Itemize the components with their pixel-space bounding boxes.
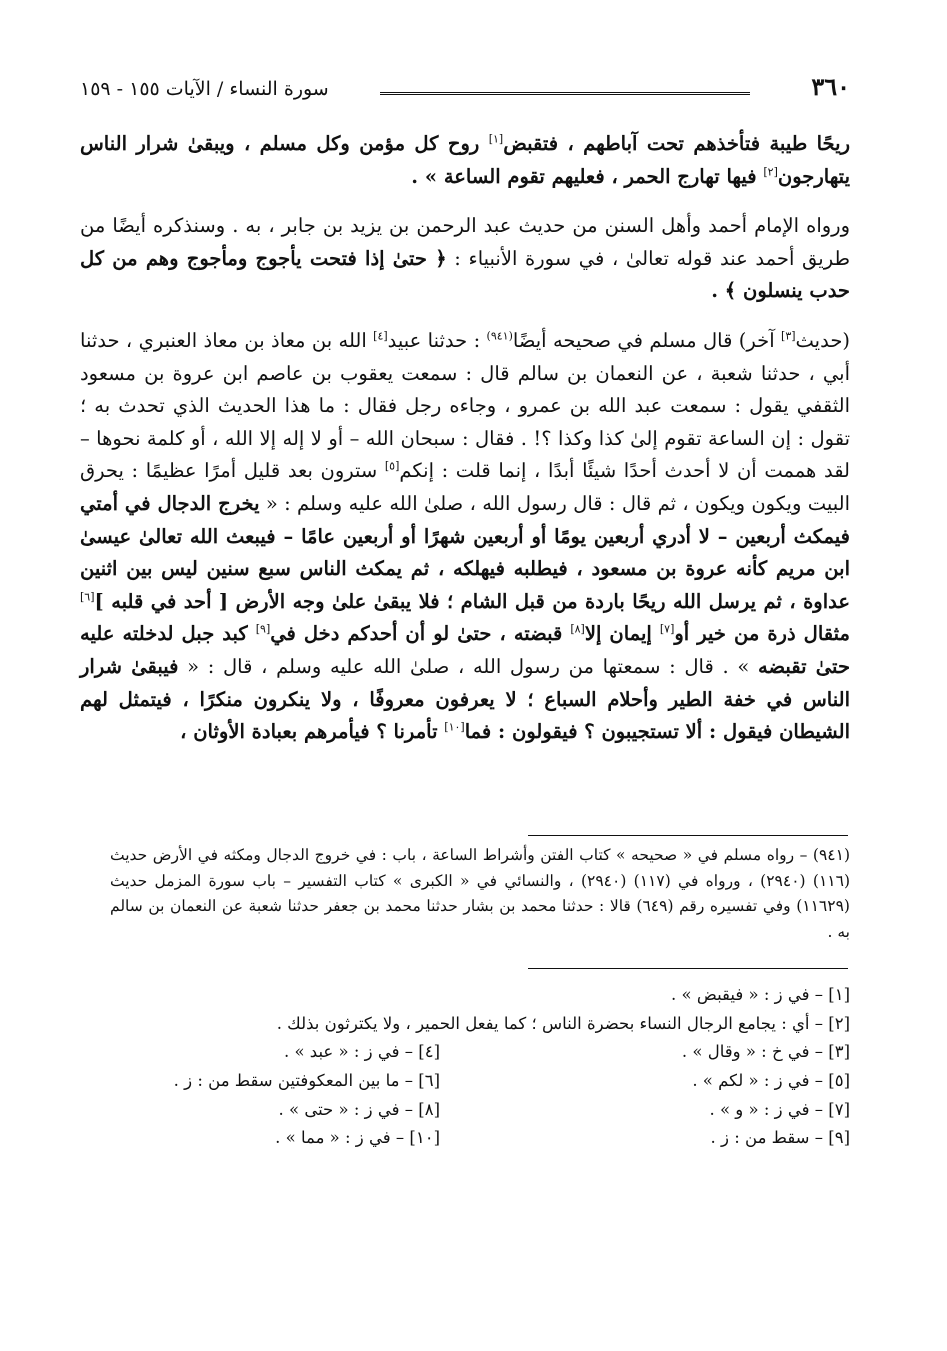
source-footnote — [110, 843, 850, 945]
bold-text-run: يخرج الدجال في أمتي فيمكث أربعين – لا أدري أربعين يومًا أو أربعين شهرًا أو أربعين عامًا – فيبعث الله تعالىٰ عيسىٰ ابن مريم كأنه عروة بن مسعود ، فيطلبه فيهلكه ، ثم يمكث الناس سبع سنين ليس بين اثنين عداوة ، ثم يرسل الله ريحًا باردة من قبل الشام ؛ فلا يبقىٰ علىٰ وجه الأرض [ أحد في قلبه ] — [80, 491, 850, 613]
text-run: الله بن معاذ بن معاذ العنبري ، حدثنا أبي ، حدثنا شعبة ، عن النعمان بن سالم قال : سمعت يعقوب بن عاصم ابن عروة بن مسعود الثقفي يقول : سمعت عبد الله بن عمرو ، وجاءه رجل فقال : ما هذا الحديث الذي تحدث به ؛ تقول : إن الساعة تقوم إلىٰ كذا وكذا ؟! . فقال : سبحان الله – أو لا إله إلا الله ، أو كلمة نحوها – لقد هممت أن لا أحدث أحدًا شيئًا أبدًا ، إنما قلت : إنكم — [80, 328, 850, 483]
reference-marker: [٣] — [781, 329, 796, 343]
bold-text-run: ريحًا طيبة فتأخذهم تحت آباطهم ، فتقبض — [503, 132, 850, 155]
bold-text-run: تأمرنا ؟ فيأمرهم بعبادة الأوثان ، — [180, 720, 445, 744]
variant-note-9: [٩] – سقط من : ز . — [710, 1128, 850, 1148]
text-run: سترون بعد قليل أمرًا عظيمًا : يحرق البيت ويكون ويكون ، ثم قال : قال رسول الله ، صلىٰ الله عليه وسلم : « — [80, 459, 850, 515]
bold-text-run: مثقال ذرة من خير أو — [674, 622, 850, 646]
variant-note-5: [٥] – في ز : « لكم » . — [692, 1071, 850, 1091]
variant-note-3: [٣] – في خ : « وقال » . — [681, 1042, 850, 1062]
variant-note-6: [٦] – ما بين المعكوفتين سقط من : ز . — [173, 1071, 440, 1091]
main-text — [80, 128, 850, 749]
text-run: : حدثنا عبيد — [387, 328, 487, 352]
paragraph-2 — [80, 210, 850, 308]
bold-text-run: إيمان إلا — [584, 622, 660, 646]
header-rule — [380, 92, 750, 95]
variant-notes-separator — [528, 968, 848, 969]
reference-marker: [٦] — [80, 590, 95, 604]
text-run: » . قال : سمعتها من رسول الله ، صلىٰ الله عليه وسلم ، قال : « — [178, 654, 758, 678]
reference-marker: (٩٤١) — [486, 329, 513, 343]
variant-note-4: [٤] – في ز : « عبد » . — [283, 1042, 440, 1062]
variant-note-1: [١] – في ز : « فيقبض » . — [671, 985, 850, 1004]
footnote-941: (٩٤١) – رواه مسلم في « صحيحه » كتاب الفتن وأشراط الساعة ، باب : في خروج الدجال ومكثه في الأرض حديث (١١٦) (٢٩٤٠) ، ورواه في (١١٧) (٢٩٤٠) ، والنسائي في « الكبرى » كتاب التفسير – باب سورة المزمل حديث (١١٦٢٩) وفي تفسيره رقم (٦٤٩) قالا : حدثنا محمد بن بشار حدثنا محمد بن جعفر حدثنا شعبة عن النعمان بن سالم به . — [110, 846, 850, 941]
reference-marker: [٤] — [373, 329, 388, 343]
text-run: (حديث — [795, 328, 851, 352]
page-number: ٣٦٠ — [811, 72, 850, 101]
bold-text-run: ﴿ حتىٰ إذا فتحت يأجوج ومأجوج وهم من كل حدب ينسلون ﴾ . — [80, 246, 850, 303]
bold-text-run: فيبقىٰ شرار الناس في خفة الطير وأحلام السباع ؛ لا يعرفون معروفًا ، ولا ينكرون منكرًا ، فيتمثل لهم الشيطان فيقول : ألا تستجيبون ؟ فيقولون : فما — [80, 654, 850, 744]
bold-text-run: قبضته ، حتىٰ لو أن أحدكم دخل في — [270, 622, 571, 646]
reference-marker: [٩] — [255, 622, 271, 636]
bold-text-run: روح كل مؤمن وكل مسلم ، ويبقىٰ شرار الناس يتهارجون — [80, 132, 850, 188]
reference-marker: [٢] — [763, 165, 778, 179]
variant-note-2: [٢] – أي : يجامع الرجال النساء بحضرة الناس ؛ كما يفعل الحمير ، ولا يكترثون بذلك . — [276, 1013, 850, 1033]
variant-note-8: [٨] – في ز : « حتى » . — [278, 1099, 440, 1119]
reference-marker: [٥] — [384, 459, 400, 473]
footnote-separator — [528, 835, 848, 836]
reference-marker: [١] — [488, 132, 504, 146]
text-run: ورواه الإمام أحمد وأهل السنن من حديث عبد الرحمن بن يزيد بن جابر ، به . وسنذكره أيضًا من طريق أحمد عند قوله تعالىٰ ، في سورة الأنبياء : — [80, 214, 850, 270]
variant-note-7: [٧] – في ز : « و » . — [709, 1099, 850, 1119]
paragraph-3 — [80, 325, 850, 749]
variant-notes — [80, 985, 850, 1157]
variant-note-10: [١٠] – في ز : « مما » . — [275, 1128, 440, 1148]
text-run: آخر) قال مسلم في صحيحه أيضًا — [512, 328, 782, 352]
running-title: سورة النساء / الآيات ١٥٥ - ١٥٩ — [80, 78, 329, 100]
bold-text-run: فيها تهارج الحمر ، فعليهم تقوم الساعة » . — [411, 164, 764, 188]
page-header — [80, 72, 850, 112]
reference-marker: [١٠] — [444, 720, 465, 734]
bold-text-run: كبد جبل لدخلته عليه حتىٰ تقبضه — [80, 622, 850, 678]
reference-marker: [٨] — [570, 622, 585, 636]
paragraph-1 — [80, 128, 850, 193]
reference-marker: [٧] — [659, 622, 675, 636]
